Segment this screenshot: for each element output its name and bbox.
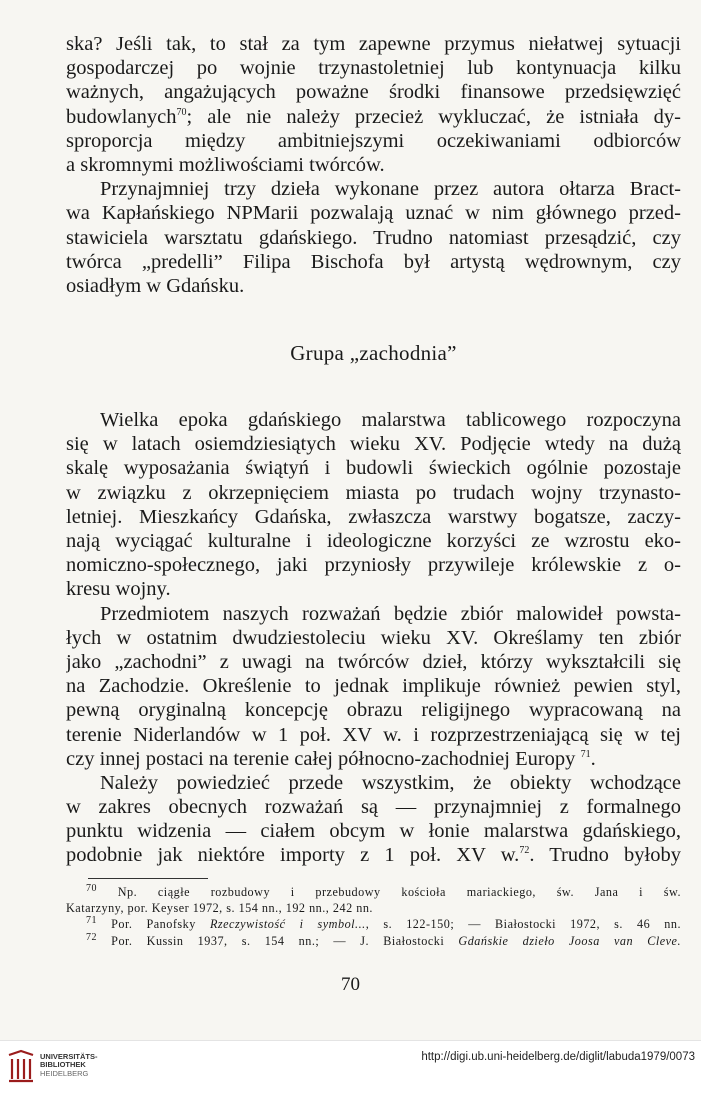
text-line: twórca „predelli” Filipa Bischofa był artystą wędrownym, czy (66, 250, 681, 273)
text-line: nają wyciągać kulturalne i ideologiczne korzyści ze wzrostu eko- (66, 530, 681, 552)
text-line: skalę wyposażania świątyń i budowli świeckich ogólnie pozostaje (66, 457, 681, 480)
text-line: jako „zachodni” z uwagi na twórców dzieł, którzy wykształcili się (66, 650, 681, 673)
text-line: czy innej postaci na terenie całej północno-zachodniej Europy $^{71}$. (66, 747, 596, 770)
text-line: na Zachodzie. Określenie to jednak implikuje również pewien styl, (66, 675, 681, 698)
text-line: ważnych, angażujących poważne środki finansowe przedsięwzięć (66, 81, 681, 104)
section-heading: Grupa „zachodnia” (290, 341, 457, 366)
text-line: podobnie jak niektóre importy z 1 poł. XV w.$^{72}$. Trudno byłoby (66, 844, 681, 867)
text-line: Należy powiedzieć przede wszystkim, że obiekty wchodzące (100, 771, 681, 794)
text-line: Przedmiotem naszych rozważań będzie zbiór malowideł powsta- (100, 602, 681, 625)
footnote-70: $^{70}$ Np. ciągłe rozbudowy i przebudowy kościoła mariackiego, św. Jana i św. (86, 884, 681, 899)
footnote-divider (88, 878, 208, 879)
text-line: się w latach osiemdziesiątych wieku XV. Podjęcie wtedy na dużą (66, 433, 681, 456)
text-line: ska? Jeśli tak, to stał za tym zapewne przymus niełatwej sytuacji (66, 33, 681, 55)
text-line: stawiciela warsztatu gdańskiego. Trudno natomiast przesądzić, czy (66, 226, 681, 249)
viewer-footer (0, 1040, 701, 1094)
text-line: osiadłym w Gdańsku. (66, 274, 245, 297)
text-line: terenie Niderlandów w 1 poł. XV w. i rozprzestrzeniającą się w tej (66, 723, 681, 746)
text-line: Wielka epoka gdańskiego malarstwa tablicowego rozpoczyna (100, 409, 681, 432)
footnote-71: $^{71}$ Por. Panofsky Rzeczywistość i symbol..., s. 122-150; — Białostocki 1972, s. 46 nn. (86, 916, 681, 932)
page-number: 70 (341, 974, 360, 995)
text-line: sproporcja między ambitniejszymi oczekiwaniami odbiorców (66, 129, 681, 152)
source-url-link[interactable]: http://digi.ub.uni-heidelberg.de/diglit/labuda1979/0073 (421, 1051, 695, 1063)
library-name: UNIVERSITÄTS- BIBLIOTHEK HEIDELBERG (40, 1052, 98, 1078)
text-line: łych w ostatnim dwudziestoleciu wieku XV. Określamy ten zbiór (66, 626, 681, 649)
text-line: pewną oryginalną koncepcję obrazu religijnego wypracowaną na (66, 699, 681, 722)
text-line: wa Kapłańskiego NPMarii pozwalają uznać w nim głównego przed- (66, 202, 681, 225)
text-line: punktu widzenia — ciałem obcym w łonie malarstwa gdańskiego, (66, 820, 681, 843)
text-line: kresu wojny. (66, 578, 171, 601)
footnote-ref-71[interactable]: 71 (580, 748, 591, 760)
footnote-70-cont: Katarzyny, por. Keyser 1972, s. 154 nn., 192 nn., 242 nn. (66, 901, 373, 916)
text-line: letniej. Mieszkańcy Gdańska, zwłaszcza warstwy bogatsze, zaczy- (66, 505, 681, 528)
text-line: Przynajmniej trzy dzieła wykonane przez autora ołtarza Bract- (100, 178, 681, 201)
footnotes (66, 884, 681, 949)
text-line: w związku z okrzepnięciem miasta po trudach wojny trzynasto- (66, 481, 681, 504)
footnote-72: $^{72}$ Por. Kussin 1937, s. 154 nn.; — J. Białostocki Gdańskie dzieło Joosa van Cleve. (86, 932, 681, 948)
text-line: budowlanych$^{70}$; ale nie należy przecież wykluczać, że istniała dy- (66, 105, 681, 128)
main-text (66, 32, 681, 868)
text-line: gospodarczej po wojnie trzynastoletniej lub kontynuacja kilku (66, 57, 681, 80)
university-library-logo-icon[interactable] (6, 1049, 36, 1083)
text-line: nomiczno-społecznego, jaki przyniosły przywileje królewskie z o- (66, 554, 681, 577)
text-line: w zakres obecnych rozważań są — przynajmniej z formalnego (66, 796, 681, 819)
footnote-ref-70[interactable]: 70 (176, 106, 187, 118)
text-line: a skromnymi możliwościami twórców. (66, 153, 385, 176)
footnote-ref-72[interactable]: 72 (519, 845, 530, 857)
